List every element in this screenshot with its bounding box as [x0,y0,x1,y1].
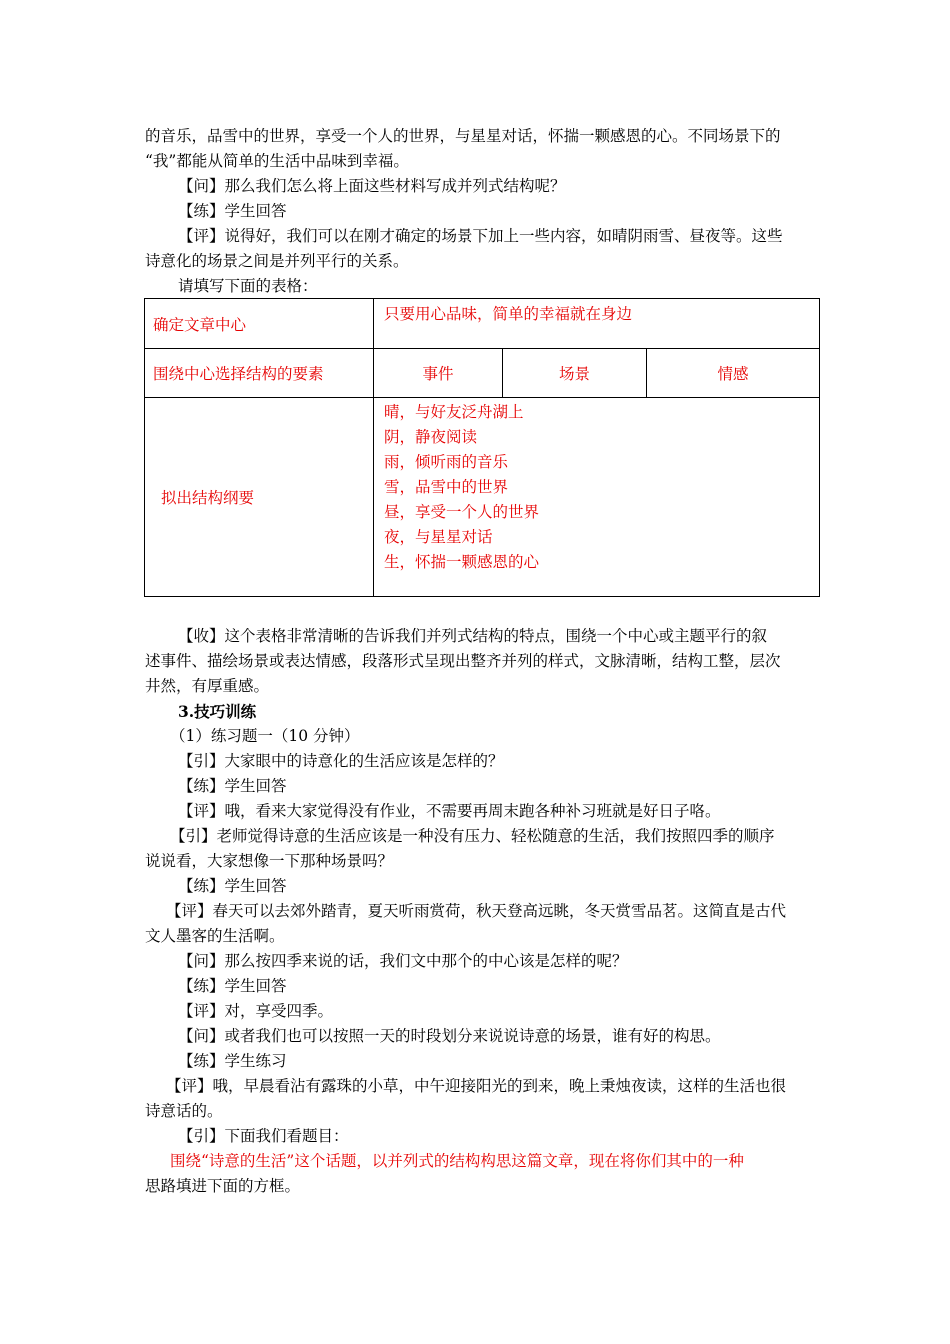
paragraph-line: 【评】对，享受四季。 [178,1002,334,1020]
structure-table [144,298,820,597]
paragraph-line: 【引】老师觉得诗意的生活应该是一种没有压力、轻松随意的生活，我们按照四季的顺序 [170,827,775,845]
paragraph-line: 【练】学生回答 [178,202,287,220]
outline-item: 生，怀揣一颗感恩的心 [384,553,540,571]
paragraph-line: 诗意化的场景之间是并列平行的关系。 [145,252,409,270]
table-header-cell: 场景 [503,349,647,398]
paragraph-line: （1）练习题一（10 分钟） [170,727,360,745]
outline-item: 阴，静夜阅读 [384,428,478,446]
paragraph-line: 诗意话的。 [145,1102,223,1120]
paragraph-line: 【练】学生回答 [178,877,287,895]
paragraph-line: 【问】那么我们怎么将上面这些材料写成并列式结构呢？ [178,177,566,195]
paragraph-line: 【评】哦，看来大家觉得没有作业，不需要再周末跑各种补习班就是好日子咯。 [178,802,721,820]
paragraph-line: 【问】或者我们也可以按照一天的时段划分来说说诗意的场景，谁有好的构思。 [178,1027,721,1045]
paragraph-line: 【练】学生回答 [178,777,287,795]
paragraph-line: 【评】哦，早晨看沾有露珠的小草，中午迎接阳光的到来，晚上秉烛夜读，这样的生活也很 [166,1077,787,1095]
paragraph-line: 述事件、描绘场景或表达情感，段落形式呈现出整齐并列的样式，文脉清晰，结构工整，层次 [145,652,781,670]
outline-list [374,398,820,597]
table-header-cell: 事件 [374,349,503,398]
paragraph-line: 【评】说得好，我们可以在刚才确定的场景下加上一些内容，如晴阴雨雪、昼夜等。这些 [178,227,783,245]
paragraph-line: 说说看，大家想像一下那种场景吗？ [145,852,394,870]
outline-item: 昼，享受一个人的世界 [384,503,540,521]
outline-item: 晴，与好友泛舟湖上 [384,403,524,421]
outline-item: 夜，与星星对话 [384,528,493,546]
paragraph-line: 【练】学生练习 [178,1052,287,1070]
paragraph-line: 请填写下面的表格： [178,277,318,295]
paragraph-line: 【引】大家眼中的诗意化的生活应该是怎样的？ [178,752,504,770]
section-heading: 3.技巧训练 [178,702,257,721]
paragraph-line: 【练】学生回答 [178,977,287,995]
paragraph-line: 【收】这个表格非常清晰的告诉我们并列式结构的特点，围绕一个中心或主题平行的叙 [178,627,768,645]
prompt-line: 围绕“诗意的生活”这个话题，以并列式的结构构思这篇文章，现在将你们其中的一种 [170,1152,744,1170]
paragraph-line: 文人墨客的生活啊。 [145,927,285,945]
table-header-cell: 情感 [647,349,820,398]
table-row-label: 确定文章中心 [145,299,374,349]
paragraph-line: 的音乐，品雪中的世界，享受一个人的世界，与星星对话，怀揣一颗感恩的心。不同场景下的 [145,127,781,145]
paragraph-line: 思路填进下面的方框。 [145,1177,301,1195]
outline-item: 雨，倾听雨的音乐 [384,453,509,471]
paragraph-line: 井然，有厚重感。 [145,677,270,695]
paragraph-line: “我”都能从简单的生活中品味到幸福。 [145,152,409,170]
paragraph-line: 【问】那么按四季来说的话，我们文中那个的中心该是怎样的呢？ [178,952,628,970]
paragraph-line: 【评】春天可以去郊外踏青，夏天听雨赏荷，秋天登高远眺，冬天赏雪品茗。这简直是古代 [166,902,787,920]
table-row-label: 拟出结构纲要 [145,398,374,597]
table-center-value: 只要用心品味，简单的幸福就在身边 [374,299,820,349]
table-row-label: 围绕中心选择结构的要素 [145,349,374,398]
paragraph-line: 【引】下面我们看题目： [178,1127,349,1145]
outline-item: 雪，品雪中的世界 [384,478,509,496]
